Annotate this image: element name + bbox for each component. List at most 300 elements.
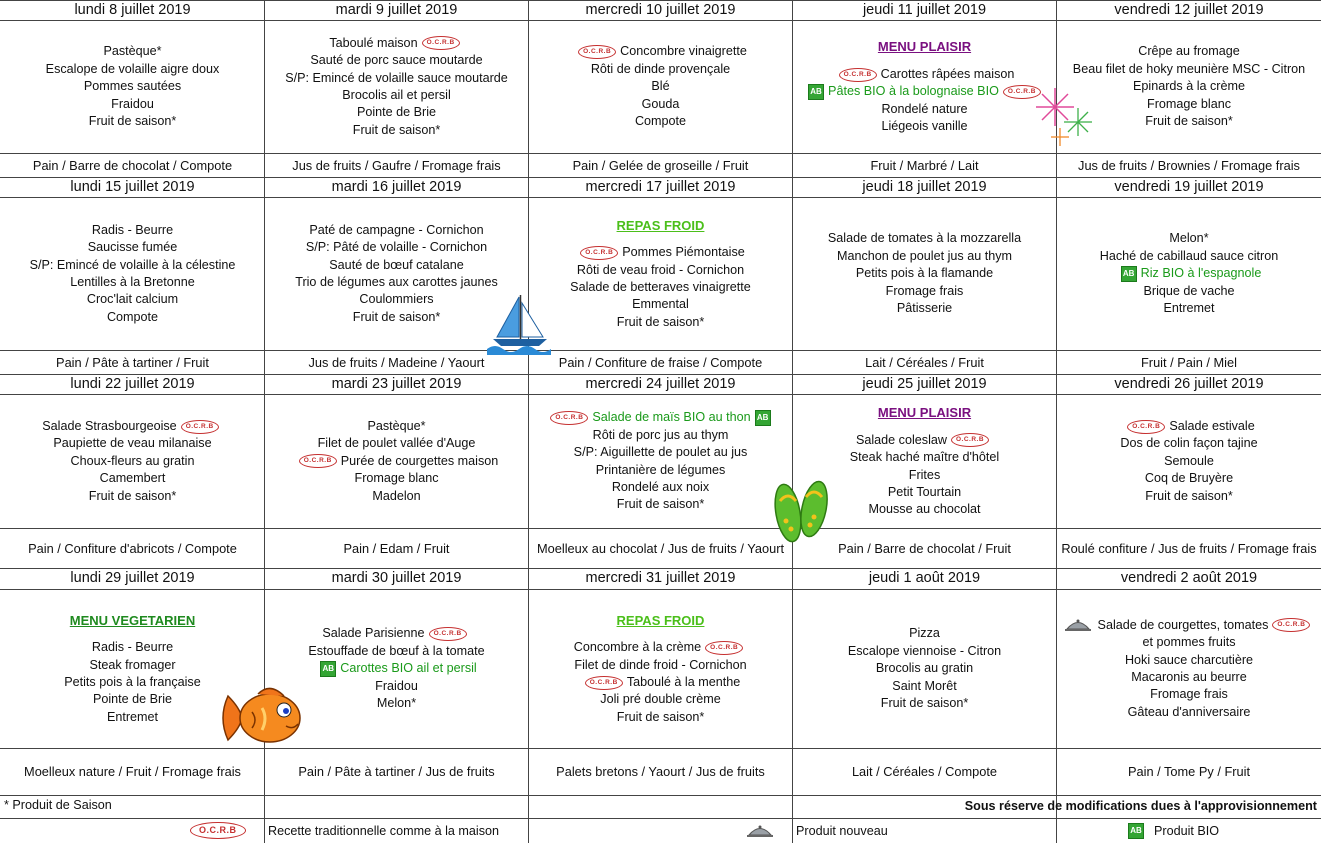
day-header: jeudi 25 juillet 2019: [862, 376, 987, 392]
daily-menu: [793, 21, 1056, 153]
menu-item: [30, 257, 236, 274]
ocrb-logo: O.C.R.B: [578, 45, 616, 59]
menu-item: [46, 61, 220, 78]
menu-item-text: Estouffade de bœuf à la tomate: [308, 643, 485, 658]
gouter-snack: Moelleux au chocolat / Jus de fruits / Yaourt: [536, 540, 785, 556]
day-header: jeudi 18 juillet 2019: [862, 179, 987, 195]
menu-item: [1131, 669, 1247, 686]
menu-item: [1117, 265, 1262, 282]
menu-item-text: Saint Morêt: [892, 678, 957, 693]
day-header: mardi 23 juillet 2019: [331, 376, 462, 392]
menu-item-text: Pastèque*: [367, 418, 426, 433]
sailboat-icon: [487, 293, 553, 355]
menu-item: [570, 279, 751, 296]
menu-item-text: S/P: Aiguillette de poulet au jus: [573, 445, 748, 460]
menu-item: [642, 96, 680, 113]
menu-item: [367, 418, 425, 435]
menu-item-text: Rôti de dinde provençale: [590, 61, 731, 76]
menu-item-text: Lentilles à la Bretonne: [70, 275, 195, 289]
menu-item: [1128, 704, 1251, 721]
day-header: mercredi 24 juillet 2019: [585, 376, 736, 392]
menu-item: [909, 625, 940, 642]
day-header: jeudi 1 août 2019: [868, 570, 981, 586]
menu-item: [635, 113, 686, 130]
daily-menu: [793, 590, 1056, 748]
menu-item-text: Concombre vinaigrette: [620, 44, 747, 59]
daily-menu: [529, 198, 792, 350]
day-header: mercredi 10 juillet 2019: [585, 2, 736, 18]
menu-item-text: Carottes râpées maison: [880, 66, 1015, 81]
menu-item: [1133, 78, 1245, 95]
day-header: vendredi 2 août 2019: [1120, 570, 1258, 586]
menu-item-text: Pizza: [909, 626, 940, 641]
menu-item-text: Riz BIO à l'espagnole: [1140, 266, 1262, 281]
day-header: mardi 16 juillet 2019: [331, 179, 462, 195]
menu-item: [295, 453, 499, 470]
day-header: lundi 8 juillet 2019: [74, 2, 191, 18]
ocrb-logo: O.C.R.B: [299, 454, 337, 468]
gouter-snack: Pain / Pâte à tartiner / Jus de fruits: [298, 764, 495, 779]
legend-icon-holder: [1124, 821, 1148, 839]
ocrb-logo: O.C.R.B: [580, 246, 618, 260]
menu-item-text: Blé: [651, 79, 670, 94]
menu-item-text: Pointe de Brie: [356, 105, 437, 120]
menu-item: [1125, 652, 1253, 669]
day-header: mardi 30 juillet 2019: [331, 570, 462, 586]
menu-item-text: S/P: Emincé de volaille sauce moutarde: [285, 70, 508, 85]
menu-item: [88, 239, 178, 256]
menu-item-text: Coulommiers: [359, 292, 434, 307]
menu-item: [1143, 283, 1234, 300]
legend-label: Produit nouveau: [796, 824, 888, 838]
menu-item-text: Brocolis au gratin: [875, 661, 974, 676]
menu-item: [1142, 634, 1235, 651]
saison-note: * Produit de Saison: [4, 798, 112, 812]
menu-item-text: Pâtisserie: [896, 301, 953, 316]
menu-item-text: Pommes sautées: [83, 79, 182, 94]
ocrb-logo: O.C.R.B: [190, 822, 246, 839]
menu-item: [107, 309, 158, 326]
menu-item-text: Compote: [106, 309, 159, 324]
day-header: mardi 9 juillet 2019: [335, 2, 458, 18]
ab-bio-logo: AB: [1128, 823, 1144, 839]
menu-item: [897, 300, 952, 317]
gouter-snack: Fruit / Pain / Miel: [1140, 354, 1237, 370]
menu-item-text: Hoki sauce charcutière: [1124, 652, 1254, 667]
daily-menu: [529, 21, 792, 153]
menu-item: [111, 96, 154, 113]
legend-icon-holder: [186, 821, 250, 839]
menu-item: [353, 122, 441, 139]
menu-item: [318, 435, 476, 452]
menu-item: [881, 101, 967, 118]
ocrb-logo: O.C.R.B: [422, 36, 460, 50]
legend-label: Produit BIO: [1154, 824, 1220, 838]
menu-item-text: Emmental: [632, 297, 689, 312]
menu-item: [574, 657, 746, 674]
menu-item: [850, 449, 999, 466]
daily-menu: [1057, 590, 1321, 748]
menu-item: [64, 674, 201, 691]
menu-item-text: Salade de tomates à la mozzarella: [827, 231, 1022, 246]
menu-item: [107, 709, 158, 726]
menu-item: [93, 691, 172, 708]
new-product-cloche-icon: [1064, 618, 1092, 632]
menu-item-text: Radis - Beurre: [91, 640, 174, 655]
menu-item: [651, 78, 669, 95]
daily-menu: [793, 395, 1056, 528]
menu-item-text: Liégeois vanille: [881, 119, 968, 134]
menu-item-text: Salade de betteraves vinaigrette: [570, 280, 751, 294]
ocrb-logo: O.C.R.B: [585, 676, 623, 690]
menu-item: [574, 444, 748, 461]
menu-item: [375, 678, 418, 695]
menu-item: [828, 230, 1021, 247]
gouter-snack: Lait / Céréales / Fruit: [865, 354, 984, 370]
new-product-cloche-icon: [746, 824, 774, 838]
menu-item-text: Taboulé à la menthe: [626, 675, 741, 689]
menu-item-text: Pâtes BIO à la bolognaise BIO: [828, 84, 999, 99]
menu-item-text: et pommes fruits: [1142, 635, 1236, 650]
ocrb-logo: O.C.R.B: [429, 627, 467, 641]
menu-item-text: Trio de légumes aux carottes jaunes: [295, 275, 498, 289]
daily-menu: [1, 198, 264, 350]
menu-item-text: Salade de courgettes, tomates: [1097, 617, 1269, 632]
menu-item-text: Frites: [908, 467, 941, 482]
gouter-snack: Roulé confiture / Jus de fruits / Fromage frais: [1061, 540, 1317, 556]
day-header: mercredi 17 juillet 2019: [585, 179, 736, 195]
day-header: vendredi 12 juillet 2019: [1114, 2, 1264, 18]
day-header: lundi 22 juillet 2019: [70, 376, 195, 392]
menu-item-text: Rondelé aux noix: [611, 479, 710, 494]
menu-item-text: Joli pré double crème: [600, 692, 721, 707]
menu-item-text: Epinards à la crème: [1133, 79, 1245, 94]
menu-item-text: Fruit de saison*: [880, 696, 969, 711]
menu-item: [600, 691, 720, 708]
menu-item-text: Fromage blanc: [1147, 96, 1231, 111]
menu-item-text: Fromage blanc: [354, 471, 439, 486]
menu-item-text: Steak fromager: [89, 657, 176, 672]
flip-flops-icon: [770, 477, 832, 545]
menu-item: [848, 643, 1001, 660]
menu-item-text: Paté de campagne - Cornichon: [309, 222, 484, 237]
menu-item: [1064, 617, 1315, 634]
gouter-snack: Pain / Barre de chocolat / Compote: [32, 157, 233, 173]
menu-item: [306, 239, 487, 256]
menu-item-text: Rondelé nature: [881, 101, 968, 116]
menu-item: [372, 488, 420, 505]
menu-item: [574, 639, 747, 656]
menu-item-text: Madelon: [372, 488, 421, 503]
gouter-snack: Fruit / Marbré / Lait: [870, 157, 979, 173]
fireworks-icon: [1030, 82, 1100, 152]
daily-menu: [529, 590, 792, 748]
legend-icon-holder: [746, 821, 780, 839]
menu-item: [322, 625, 470, 642]
menu-item-text: Fraidou: [111, 96, 154, 111]
menu-item: [1163, 300, 1214, 317]
menu-item-text: Entremet: [1163, 301, 1215, 316]
menu-item: [868, 501, 980, 518]
menu-item-text: Salade estivale: [1169, 418, 1255, 433]
menu-theme-title: MENU PLAISIR: [877, 405, 972, 421]
menu-item: [92, 222, 173, 239]
menu-item: [888, 484, 961, 501]
ocrb-logo: O.C.R.B: [1003, 85, 1041, 99]
daily-menu: [529, 395, 792, 528]
menu-item-text: Salade Strasbourgeoise: [42, 418, 177, 433]
ab-bio-logo: AB: [755, 410, 771, 426]
menu-item: [1169, 230, 1208, 247]
gouter-snack: Jus de fruits / Madeine / Yaourt: [308, 354, 485, 370]
menu-item: [804, 83, 1045, 100]
ocrb-logo: O.C.R.B: [705, 641, 743, 655]
ocrb-logo: O.C.R.B: [839, 68, 877, 82]
menu-item-text: Mousse au chocolat: [868, 502, 981, 517]
menu-item-text: Carottes BIO ail et persil: [340, 661, 477, 676]
menu-item-text: Filet de poulet vallée d'Auge: [317, 436, 476, 451]
gouter-snack: Pain / Tome Py / Fruit: [1127, 764, 1251, 779]
menu-item-text: Beau filet de hoky meunière MSC - Citron: [1072, 61, 1306, 76]
menu-item: [89, 657, 175, 674]
menu-item-text: Compote: [634, 114, 687, 129]
menu-item: [92, 639, 173, 656]
menu-item-text: Crêpe au fromage: [1138, 44, 1240, 59]
menu-item-text: Petits pois à la flamande: [855, 266, 994, 281]
menu-item-text: Brique de vache: [1143, 283, 1235, 298]
menu-item: [329, 35, 463, 52]
menu-item-text: Printanière de légumes: [595, 462, 726, 477]
daily-menu: [1057, 198, 1321, 350]
menu-item: [329, 257, 463, 274]
menu-item-text: Rôti de porc jus au thym: [592, 427, 729, 442]
daily-menu: [1, 395, 264, 528]
menu-item-text: Filet de dinde froid - Cornichon: [574, 657, 747, 672]
menu-item: [1145, 113, 1233, 130]
legend-label: Recette traditionnelle comme à la maison: [268, 824, 499, 838]
menu-item-text: Fromage frais: [885, 283, 964, 298]
menu-item: [1150, 686, 1228, 703]
menu-item: [1120, 435, 1257, 452]
menu-item: [612, 479, 709, 496]
menu-item: [353, 309, 441, 326]
menu-item: [581, 674, 741, 691]
gouter-snack: Pain / Edam / Fruit: [343, 540, 450, 556]
daily-menu: [793, 198, 1056, 350]
menu-item: [546, 409, 774, 426]
menu-item: [103, 43, 161, 60]
menu-item: [295, 274, 498, 291]
menu-item: [576, 244, 745, 261]
ab-bio-logo: AB: [1121, 266, 1137, 282]
menu-item: [89, 488, 177, 505]
menu-item: [53, 435, 211, 452]
menu-item-text: Pommes Piémontaise: [622, 245, 745, 260]
menu-item-text: Fruit de saison*: [352, 122, 441, 137]
gouter-snack: Pain / Confiture d'abricots / Compote: [28, 540, 237, 556]
menu-item-text: Radis - Beurre: [91, 222, 174, 237]
menu-item: [71, 453, 195, 470]
menu-item: [881, 118, 967, 135]
ocrb-logo: O.C.R.B: [1127, 420, 1165, 434]
menu-item-text: Fruit de saison*: [616, 497, 705, 512]
menu-item: [876, 660, 973, 677]
menu-item-text: Dos de colin façon tajine: [1120, 436, 1258, 451]
menu-item-text: S/P: Pâté de volaille - Cornichon: [305, 240, 488, 255]
ocrb-logo: O.C.R.B: [951, 433, 989, 447]
daily-menu: [1057, 395, 1321, 528]
menu-theme-title: REPAS FROID: [616, 612, 705, 628]
menu-item-text: Saucisse fumée: [87, 240, 178, 255]
menu-theme-title: MENU PLAISIR: [877, 39, 972, 55]
ocrb-logo: O.C.R.B: [181, 420, 219, 434]
menu-theme-title: MENU VEGETARIEN: [69, 612, 196, 628]
menu-item-text: Gouda: [641, 96, 680, 111]
menu-item: [342, 87, 451, 104]
menu-item-text: Haché de cabillaud sauce citron: [1099, 248, 1279, 263]
menu-item-text: Pointe de Brie: [92, 692, 173, 707]
menu-item-text: Petits pois à la française: [64, 675, 201, 689]
menu-item-text: S/P: Emincé de volaille à la célestine: [29, 257, 236, 272]
grid-line: [0, 795, 1321, 796]
menu-item-text: Steak haché maître d'hôtel: [849, 450, 1000, 465]
menu-item: [574, 43, 747, 60]
menu-item: [856, 265, 993, 282]
menu-item: [100, 470, 166, 487]
menu-item: [1138, 43, 1240, 60]
ab-bio-logo: AB: [320, 661, 336, 677]
menu-item: [316, 660, 476, 677]
menu-item: [1073, 61, 1305, 78]
menu-item: [308, 643, 484, 660]
day-header: jeudi 11 juillet 2019: [862, 2, 987, 18]
menu-item-text: Fromage frais: [1150, 687, 1228, 702]
menu-item: [577, 262, 744, 279]
menu-item-text: Coq de Bruyère: [1144, 471, 1234, 486]
menu-item-text: Macaronis au beurre: [1131, 670, 1247, 684]
ocrb-logo: O.C.R.B: [550, 411, 588, 425]
menu-item: [1100, 248, 1279, 265]
menu-item-text: Pastèque*: [103, 44, 162, 59]
menu-item-text: Salade Parisienne: [322, 626, 425, 641]
ab-bio-logo: AB: [808, 84, 824, 100]
menu-item-text: Sauté de porc sauce moutarde: [310, 53, 483, 68]
menu-item: [892, 678, 956, 695]
ocrb-logo: O.C.R.B: [1272, 618, 1310, 632]
menu-item: [856, 432, 993, 449]
menu-item: [1164, 453, 1214, 470]
menu-item: [357, 104, 436, 121]
menu-item: [87, 291, 178, 308]
menu-item: [1145, 488, 1233, 505]
menu-item-text: Choux-fleurs au gratin: [70, 453, 195, 468]
menu-item-text: Fruit de saison*: [616, 709, 705, 724]
menu-item: [909, 467, 940, 484]
supply-disclaimer: Sous réserve de modifications dues à l'approvisionnement: [964, 799, 1317, 813]
menu-item-text: Fruit de saison*: [88, 488, 177, 503]
menu-item-text: Camembert: [99, 471, 166, 486]
menu-item-text: Manchon de poulet jus au thym: [836, 248, 1013, 263]
menu-item: [835, 66, 1015, 83]
menu-item-text: Fruit de saison*: [352, 309, 441, 324]
menu-item-text: Salade de maïs BIO au thon: [592, 410, 751, 425]
menu-item-text: Petit Tourtain: [887, 484, 962, 499]
gouter-snack: Pain / Barre de chocolat / Fruit: [838, 540, 1011, 556]
menu-item: [89, 113, 177, 130]
grid-line: [0, 818, 1321, 819]
menu-item: [881, 695, 969, 712]
menu-item-text: Taboulé maison: [329, 35, 418, 50]
menu-item: [591, 61, 730, 78]
menu-item: [617, 709, 705, 726]
menu-item: [632, 296, 689, 313]
menu-item-text: Salade coleslaw: [855, 432, 947, 447]
menu-item-text: Melon*: [376, 696, 417, 711]
menu-item: [309, 222, 483, 239]
day-header: lundi 15 juillet 2019: [70, 179, 195, 195]
menu-item: [617, 496, 705, 513]
menu-item: [837, 248, 1012, 265]
menu-item-text: Semoule: [1164, 453, 1214, 468]
menu-item: [1147, 96, 1231, 113]
day-header: lundi 29 juillet 2019: [70, 570, 195, 586]
gouter-snack: Pain / Gelée de groseille / Fruit: [572, 157, 749, 173]
menu-item-text: Fruit de saison*: [616, 314, 705, 329]
day-header: vendredi 19 juillet 2019: [1114, 179, 1264, 195]
daily-menu: [265, 395, 528, 528]
menu-item: [617, 314, 705, 331]
daily-menu: [265, 21, 528, 153]
menu-item-text: Fruit de saison*: [1145, 114, 1233, 129]
menu-item: [310, 52, 482, 69]
menu-item: [1123, 418, 1254, 435]
menu-item: [596, 462, 726, 479]
fish-icon: [218, 682, 308, 754]
menu-item: [886, 283, 964, 300]
menu-item: [355, 470, 439, 487]
menu-item-text: Fruit de saison*: [1145, 488, 1233, 503]
menu-theme-title: REPAS FROID: [616, 217, 705, 233]
menu-item: [285, 70, 508, 87]
menu-item: [359, 291, 433, 308]
menu-item-text: Escalope de volaille aigre doux: [45, 61, 220, 76]
gouter-snack: Lait / Céréales / Compote: [851, 764, 998, 779]
gouter-snack: Jus de fruits / Brownies / Fromage frais: [1078, 157, 1300, 173]
menu-item: [70, 274, 195, 291]
menu-item-text: Escalope viennoise - Citron: [847, 643, 1002, 658]
menu-item-text: Croc'lait calcium: [86, 292, 179, 307]
menu-item: [42, 418, 223, 435]
menu-item-text: Entremet: [106, 709, 159, 724]
menu-item-text: Paupiette de veau milanaise: [53, 436, 212, 451]
menu-item: [377, 695, 416, 712]
menu-item: [84, 78, 181, 95]
menu-item-text: Fraidou: [375, 678, 418, 693]
day-header: mercredi 31 juillet 2019: [585, 570, 736, 586]
menu-item: [1145, 470, 1233, 487]
gouter-snack: Jus de fruits / Gaufre / Fromage frais: [292, 157, 501, 173]
menu-item-text: Concombre à la crème: [573, 640, 702, 655]
gouter-snack: Moelleux nature / Fruit / Fromage frais: [24, 764, 241, 779]
menu-item-text: Sauté de bœuf catalane: [329, 257, 464, 272]
gouter-snack: Pain / Pâte à tartiner / Fruit: [56, 354, 209, 370]
menu-item-text: Purée de courgettes maison: [340, 453, 499, 468]
gouter-snack: Palets bretons / Yaourt / Jus de fruits: [556, 764, 765, 779]
day-header: vendredi 26 juillet 2019: [1114, 376, 1264, 392]
menu-item-text: Brocolis ail et persil: [342, 88, 451, 102]
menu-item-text: Rôti de veau froid - Cornichon: [576, 262, 745, 277]
menu-item-text: Gâteau d'anniversaire: [1127, 704, 1251, 719]
